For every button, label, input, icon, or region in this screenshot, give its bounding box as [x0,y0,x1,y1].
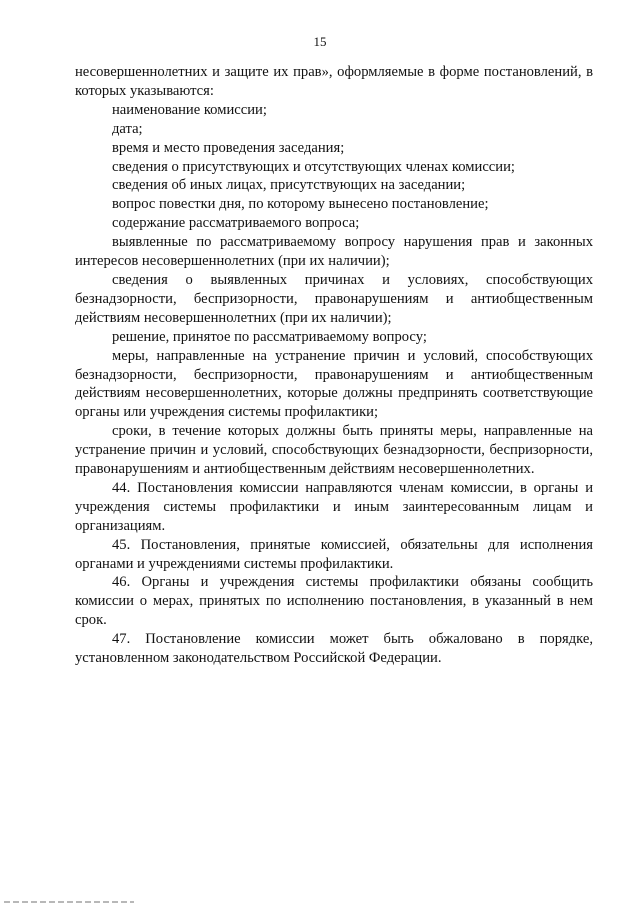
document-body [75,63,593,668]
list-item-other-persons: сведения об иных лицах, присутствующих на заседании; [112,177,466,194]
list-item-members-presence: сведения о присутствующих и отсутствующих членах комиссии; [112,158,515,175]
list-item-measures: меры, направленные на устранение причин и условий, способствующих безнадзорности, беспризорности, правонарушениям и антиобщественным действиям несовершеннолетних, которые должны предпринять соответствующие органы или учреждения системы профилактики; [75,347,593,421]
list-item-commission-name: наименование комиссии; [112,101,267,118]
list-item-agenda-question: вопрос повестки дня, по которому вынесено постановление; [112,196,489,213]
scan-artifact-line [4,901,134,903]
clause-45: 45. Постановления, принятые комиссией, обязательны для исполнения органами и учреждениями системы профилактики. [75,536,593,572]
page-number: 15 [313,34,327,49]
list-item-deadlines: сроки, в течение которых должны быть приняты меры, направленные на устранение причин и условий, способствующих безнадзорности, беспризорности, правонарушениям и антиобщественным действиям несовершеннолетних. [75,423,593,478]
list-item-causes: сведения о выявленных причинах и условиях, способствующих безнадзорности, беспризорности, правонарушениям и антиобщественным действиям несовершеннолетних (при их наличии); [75,271,593,326]
clause-46: 46. Органы и учреждения системы профилактики обязаны сообщить комиссии о мерах, принятых по исполнению постановления, в указанный в нем срок. [75,574,593,629]
clause-47: 47. Постановление комиссии может быть обжаловано в порядке, установленном законодательством Российской Федерации. [75,631,593,667]
list-item-date: дата; [112,120,143,137]
list-item-decision: решение, принятое по рассматриваемому вопросу; [112,328,427,345]
list-item-time-place: время и место проведения заседания; [112,139,345,156]
list-item-violations: выявленные по рассматриваемому вопросу нарушения прав и законных интересов несовершеннолетних (при их наличии); [75,234,593,270]
clause-44: 44. Постановления комиссии направляются членам комиссии, в органы и учреждения системы профилактики и иным заинтересованным лицам и организациям. [75,479,593,534]
list-item-question-content: содержание рассматриваемого вопроса; [112,215,360,232]
paragraph-continuation: несовершеннолетних и защите их прав», оформляемые в форме постановлений, в которых указываются: [75,64,593,99]
